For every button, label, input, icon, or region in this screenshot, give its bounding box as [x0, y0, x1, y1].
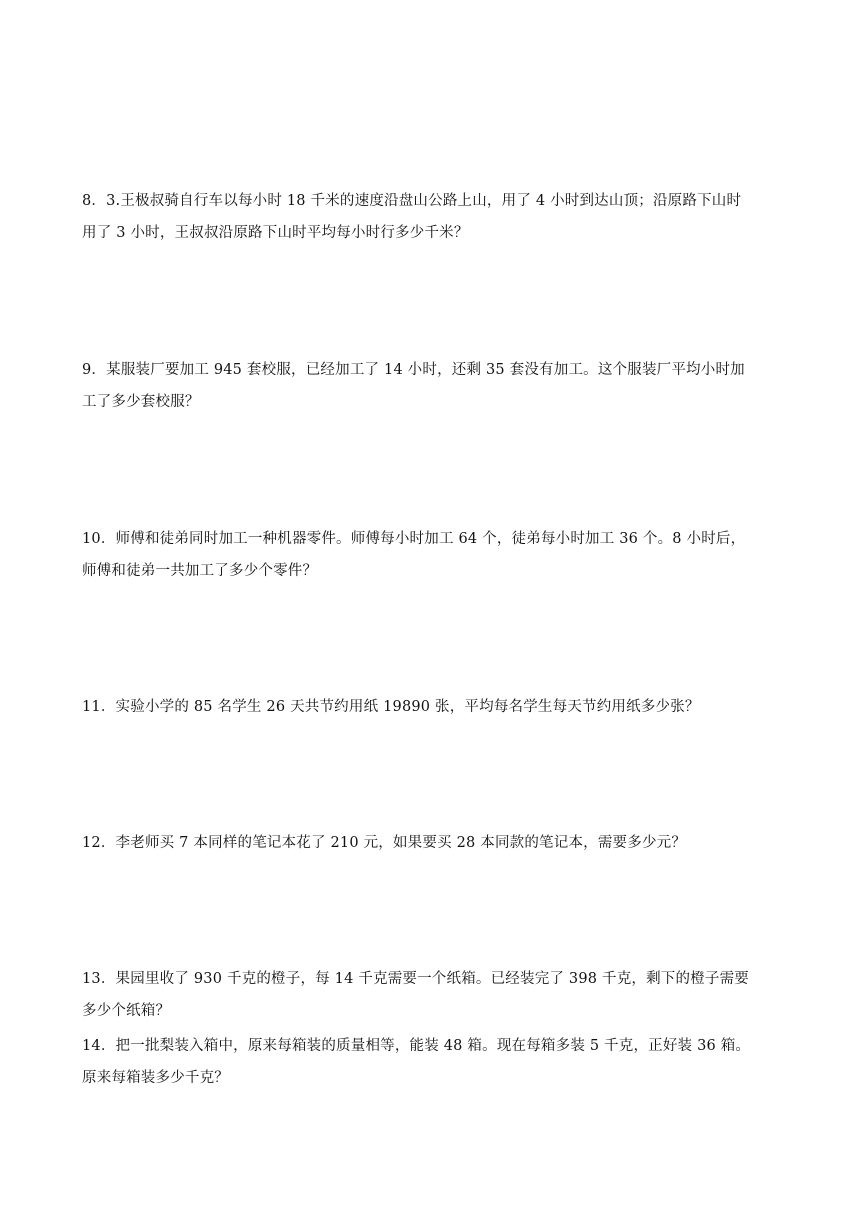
problem-11-line-1: 11．实验小学的 85 名学生 26 天共节约用纸 19890 张，平均每名学生每天节约用纸多少张？	[82, 699, 700, 715]
problem-8	[82, 185, 782, 249]
problem-11	[82, 691, 782, 723]
problem-13-line-1: 13．果园里收了 930 千克的橙子，每 14 千克需要一个纸箱。已经装完了 398 千克，剩下的橙子需要	[82, 971, 750, 987]
problem-8-line-1: 8．3.王极叔骑自行车以每小时 18 千米的速度沿盘山公路上山，用了 4 小时到达山顶；沿原路下山时	[82, 193, 742, 209]
problem-9-line-1: 9．某服装厂要加工 945 套校服，已经加工了 14 小时，还剩 35 套没有加工。这个服装厂平均小时加	[82, 362, 745, 378]
problem-10-line-1: 10．师傅和徒弟同时加工一种机器零件。师傅每小时加工 64 个，徒弟每小时加工 36 个。8 小时后，	[82, 531, 746, 547]
problem-13-line-2: 多少个纸箱？	[82, 1003, 171, 1019]
problem-14-line-1: 14．把一批梨装入箱中，原来每箱装的质量相等，能装 48 箱。现在每箱多装 5 千克，正好装 36 箱。	[82, 1038, 751, 1054]
problem-14	[82, 1030, 782, 1094]
problem-10-line-2: 师傅和徒弟一共加工了多少个零件？	[82, 563, 318, 579]
problem-9-line-2: 工了多少套校服？	[82, 394, 200, 410]
problem-9	[82, 354, 782, 418]
problem-13	[82, 963, 782, 1027]
problem-14-line-2: 原来每箱装多少千克？	[82, 1070, 229, 1086]
problem-10	[82, 523, 782, 587]
problem-12	[82, 827, 782, 859]
problem-12-line-1: 12．李老师买 7 本同样的笔记本花了 210 元，如果要买 28 本同款的笔记本，需要多少元？	[82, 835, 687, 851]
problem-8-line-2: 用了 3 小时，王叔叔沿原路下山时平均每小时行多少千米？	[82, 225, 469, 241]
